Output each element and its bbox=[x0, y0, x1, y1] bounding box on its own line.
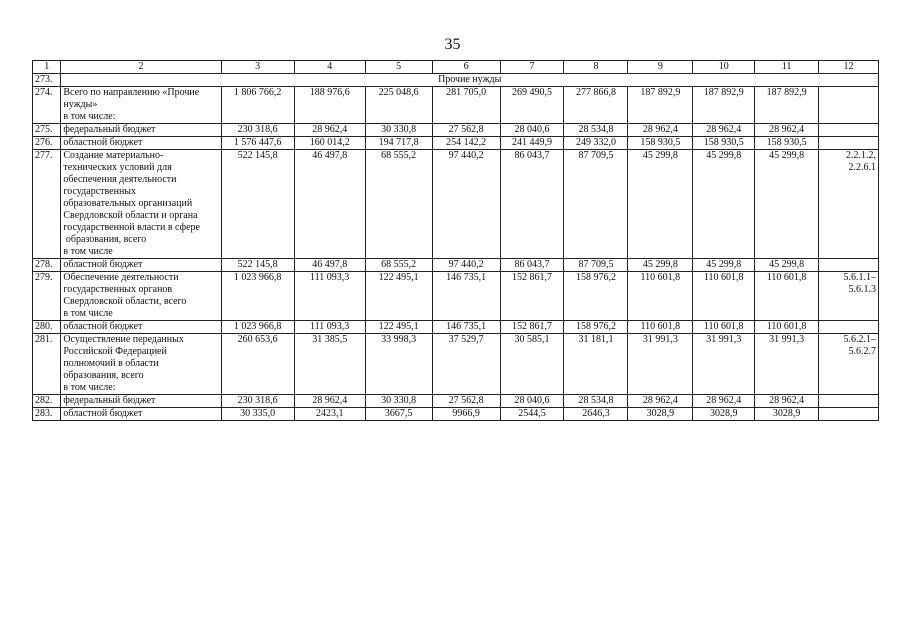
table-row bbox=[33, 395, 879, 408]
value-cell: 28 040,6 bbox=[500, 395, 564, 408]
row-index: 282. bbox=[33, 395, 61, 408]
value-cell: 27 562,8 bbox=[432, 124, 500, 137]
row-name bbox=[61, 259, 221, 272]
value-cell: 194 717,8 bbox=[365, 137, 432, 150]
reference-cell bbox=[819, 150, 879, 259]
value-cell: 158 930,5 bbox=[693, 137, 755, 150]
value-cell: 45 299,8 bbox=[693, 150, 755, 259]
row-index: 277. bbox=[33, 150, 61, 259]
value-cell: 158 976,2 bbox=[564, 321, 628, 334]
value-cell: 33 998,3 bbox=[365, 334, 432, 395]
table-row bbox=[33, 259, 879, 272]
value-cell: 3028,9 bbox=[628, 408, 693, 421]
row-index: 275. bbox=[33, 124, 61, 137]
row-name-line: нужды» bbox=[63, 99, 98, 110]
reference-line: 5.6.2.7 bbox=[848, 346, 876, 357]
value-cell: 45 299,8 bbox=[693, 259, 755, 272]
row-name-line: Свердловской области, всего bbox=[63, 296, 187, 307]
reference-line: 5.6.2.1– bbox=[843, 334, 876, 345]
column-header: 4 bbox=[294, 61, 365, 74]
value-cell: 277 866,8 bbox=[564, 87, 628, 124]
value-cell: 241 449,9 bbox=[500, 137, 564, 150]
row-index: 283. bbox=[33, 408, 61, 421]
reference-cell bbox=[819, 408, 879, 421]
value-cell: 87 709,5 bbox=[564, 150, 628, 259]
row-name-line: образования, всего bbox=[63, 370, 144, 381]
value-cell: 28 962,4 bbox=[693, 124, 755, 137]
value-cell: 9966,9 bbox=[432, 408, 500, 421]
value-cell: 31 181,1 bbox=[564, 334, 628, 395]
row-name-line: Создание материально- bbox=[63, 150, 164, 161]
row-name-line: полномочий в области bbox=[63, 358, 159, 369]
row-name bbox=[61, 137, 221, 150]
row-name-line: Российской Федерацией bbox=[63, 346, 167, 357]
value-cell: 152 861,7 bbox=[500, 321, 564, 334]
page-number: 35 bbox=[444, 36, 461, 53]
value-cell: 28 040,6 bbox=[500, 124, 564, 137]
value-cell: 2646,3 bbox=[564, 408, 628, 421]
value-cell: 1 806 766,2 bbox=[221, 87, 294, 124]
reference-cell bbox=[819, 272, 879, 321]
table-row bbox=[33, 137, 879, 150]
row-name-line: Обеспечение деятельности bbox=[63, 272, 179, 283]
row-index: 274. bbox=[33, 87, 61, 124]
value-cell: 110 601,8 bbox=[628, 321, 693, 334]
value-cell: 225 048,6 bbox=[365, 87, 432, 124]
value-cell: 111 093,3 bbox=[294, 272, 365, 321]
value-cell: 87 709,5 bbox=[564, 259, 628, 272]
column-header: 1 bbox=[33, 61, 61, 74]
section-title: Прочие нужды bbox=[61, 74, 879, 87]
value-cell: 188 976,6 bbox=[294, 87, 365, 124]
row-name-line: Всего по направлению «Прочие bbox=[63, 87, 200, 98]
value-cell: 160 014,2 bbox=[294, 137, 365, 150]
row-name-line: государственной власти в сфере bbox=[63, 222, 200, 233]
row-index: 281. bbox=[33, 334, 61, 395]
value-cell: 28 962,4 bbox=[628, 395, 693, 408]
row-name-line: областной бюджет bbox=[63, 259, 143, 270]
row-name-line: федеральный бюджет bbox=[63, 395, 156, 406]
row-name-line: обеспечения деятельности bbox=[63, 174, 177, 185]
row-name bbox=[61, 334, 221, 395]
row-name bbox=[61, 272, 221, 321]
value-cell: 254 142,2 bbox=[432, 137, 500, 150]
value-cell: 68 555,2 bbox=[365, 259, 432, 272]
value-cell: 30 585,1 bbox=[500, 334, 564, 395]
value-cell: 28 962,4 bbox=[693, 395, 755, 408]
value-cell: 68 555,2 bbox=[365, 150, 432, 259]
value-cell: 110 601,8 bbox=[755, 272, 819, 321]
row-index: 280. bbox=[33, 321, 61, 334]
row-name bbox=[61, 124, 221, 137]
value-cell: 86 043,7 bbox=[500, 259, 564, 272]
row-name-line: Осуществление переданных bbox=[63, 334, 184, 345]
row-name-line: областной бюджет bbox=[63, 137, 143, 148]
value-cell: 27 562,8 bbox=[432, 395, 500, 408]
value-cell: 187 892,9 bbox=[628, 87, 693, 124]
column-header: 8 bbox=[564, 61, 628, 74]
value-cell: 30 330,8 bbox=[365, 124, 432, 137]
value-cell: 31 385,5 bbox=[294, 334, 365, 395]
value-cell: 2544,5 bbox=[500, 408, 564, 421]
row-name-line: в том числе: bbox=[63, 382, 116, 393]
value-cell: 97 440,2 bbox=[432, 150, 500, 259]
value-cell: 28 962,4 bbox=[628, 124, 693, 137]
reference-cell bbox=[819, 334, 879, 395]
row-name bbox=[61, 408, 221, 421]
value-cell: 31 991,3 bbox=[693, 334, 755, 395]
table-row bbox=[33, 150, 879, 259]
value-cell: 187 892,9 bbox=[755, 87, 819, 124]
value-cell: 187 892,9 bbox=[693, 87, 755, 124]
value-cell: 37 529,7 bbox=[432, 334, 500, 395]
value-cell: 281 705,0 bbox=[432, 87, 500, 124]
value-cell: 260 653,6 bbox=[221, 334, 294, 395]
value-cell: 45 299,8 bbox=[628, 150, 693, 259]
reference-line: 2.2.1.2, bbox=[846, 150, 876, 161]
row-index: 276. bbox=[33, 137, 61, 150]
value-cell: 152 861,7 bbox=[500, 272, 564, 321]
value-cell: 110 601,8 bbox=[693, 321, 755, 334]
value-cell: 3028,9 bbox=[693, 408, 755, 421]
value-cell: 110 601,8 bbox=[693, 272, 755, 321]
reference-cell bbox=[819, 124, 879, 137]
value-cell: 158 976,2 bbox=[564, 272, 628, 321]
value-cell: 45 299,8 bbox=[755, 150, 819, 259]
value-cell: 46 497,8 bbox=[294, 259, 365, 272]
row-name-line: государственных органов bbox=[63, 284, 173, 295]
row-name-line: в том числе bbox=[63, 308, 113, 319]
row-name bbox=[61, 395, 221, 408]
value-cell: 230 318,6 bbox=[221, 395, 294, 408]
value-cell: 30 330,8 bbox=[365, 395, 432, 408]
value-cell: 45 299,8 bbox=[755, 259, 819, 272]
value-cell: 158 930,5 bbox=[755, 137, 819, 150]
value-cell: 97 440,2 bbox=[432, 259, 500, 272]
reference-line: 5.6.1.3 bbox=[848, 284, 876, 295]
value-cell: 249 332,0 bbox=[564, 137, 628, 150]
row-name-line: в том числе bbox=[63, 246, 113, 257]
value-cell: 28 962,4 bbox=[294, 395, 365, 408]
table-row bbox=[33, 334, 879, 395]
value-cell: 1 023 966,8 bbox=[221, 321, 294, 334]
column-header: 7 bbox=[500, 61, 564, 74]
value-cell: 110 601,8 bbox=[755, 321, 819, 334]
column-header: 11 bbox=[755, 61, 819, 74]
column-header: 9 bbox=[628, 61, 693, 74]
table-row bbox=[33, 124, 879, 137]
reference-cell bbox=[819, 87, 879, 124]
row-name-line: технических условий для bbox=[63, 162, 172, 173]
value-cell: 31 991,3 bbox=[628, 334, 693, 395]
reference-line: 2.2.6.1 bbox=[848, 162, 876, 173]
table-row bbox=[33, 272, 879, 321]
row-name bbox=[61, 150, 221, 259]
row-name-line: федеральный бюджет bbox=[63, 124, 156, 135]
row-index: 279. bbox=[33, 272, 61, 321]
row-name bbox=[61, 321, 221, 334]
value-cell: 122 495,1 bbox=[365, 321, 432, 334]
reference-cell bbox=[819, 259, 879, 272]
value-cell: 46 497,8 bbox=[294, 150, 365, 259]
section-row bbox=[33, 74, 879, 87]
column-header: 10 bbox=[693, 61, 755, 74]
value-cell: 1 576 447,6 bbox=[221, 137, 294, 150]
row-name-line: Свердловской области и органа bbox=[63, 210, 198, 221]
value-cell: 86 043,7 bbox=[500, 150, 564, 259]
row-name bbox=[61, 87, 221, 124]
value-cell: 3667,5 bbox=[365, 408, 432, 421]
value-cell: 122 495,1 bbox=[365, 272, 432, 321]
column-header: 5 bbox=[365, 61, 432, 74]
table-row bbox=[33, 408, 879, 421]
value-cell: 28 534,8 bbox=[564, 395, 628, 408]
value-cell: 1 023 966,8 bbox=[221, 272, 294, 321]
value-cell: 3028,9 bbox=[755, 408, 819, 421]
value-cell: 522 145,8 bbox=[221, 150, 294, 259]
table-row bbox=[33, 321, 879, 334]
row-name-line: образовательных организаций bbox=[63, 198, 193, 209]
value-cell: 28 962,4 bbox=[294, 124, 365, 137]
value-cell: 110 601,8 bbox=[628, 272, 693, 321]
value-cell: 230 318,6 bbox=[221, 124, 294, 137]
row-index: 273. bbox=[33, 74, 61, 87]
column-header: 12 bbox=[819, 61, 879, 74]
value-cell: 146 735,1 bbox=[432, 272, 500, 321]
column-header: 2 bbox=[61, 61, 221, 74]
column-header: 6 bbox=[432, 61, 500, 74]
table-row bbox=[33, 87, 879, 124]
row-name-line: в том числе: bbox=[63, 111, 116, 122]
row-name-line: областной бюджет bbox=[63, 321, 143, 332]
table-body bbox=[33, 61, 879, 421]
row-name-line: областной бюджет bbox=[63, 408, 143, 419]
reference-line: 5.6.1.1– bbox=[843, 272, 876, 283]
value-cell: 30 335,0 bbox=[221, 408, 294, 421]
column-header: 3 bbox=[221, 61, 294, 74]
value-cell: 269 490,5 bbox=[500, 87, 564, 124]
value-cell: 31 991,3 bbox=[755, 334, 819, 395]
value-cell: 28 534,8 bbox=[564, 124, 628, 137]
reference-cell bbox=[819, 321, 879, 334]
budget-table bbox=[32, 60, 879, 421]
reference-cell bbox=[819, 137, 879, 150]
value-cell: 2423,1 bbox=[294, 408, 365, 421]
value-cell: 28 962,4 bbox=[755, 395, 819, 408]
value-cell: 146 735,1 bbox=[432, 321, 500, 334]
value-cell: 158 930,5 bbox=[628, 137, 693, 150]
value-cell: 28 962,4 bbox=[755, 124, 819, 137]
column-header-row bbox=[33, 61, 879, 74]
row-name-line: образования, всего bbox=[63, 234, 147, 245]
value-cell: 111 093,3 bbox=[294, 321, 365, 334]
row-name-line: государственных bbox=[63, 186, 137, 197]
value-cell: 522 145,8 bbox=[221, 259, 294, 272]
row-index: 278. bbox=[33, 259, 61, 272]
reference-cell bbox=[819, 395, 879, 408]
value-cell: 45 299,8 bbox=[628, 259, 693, 272]
